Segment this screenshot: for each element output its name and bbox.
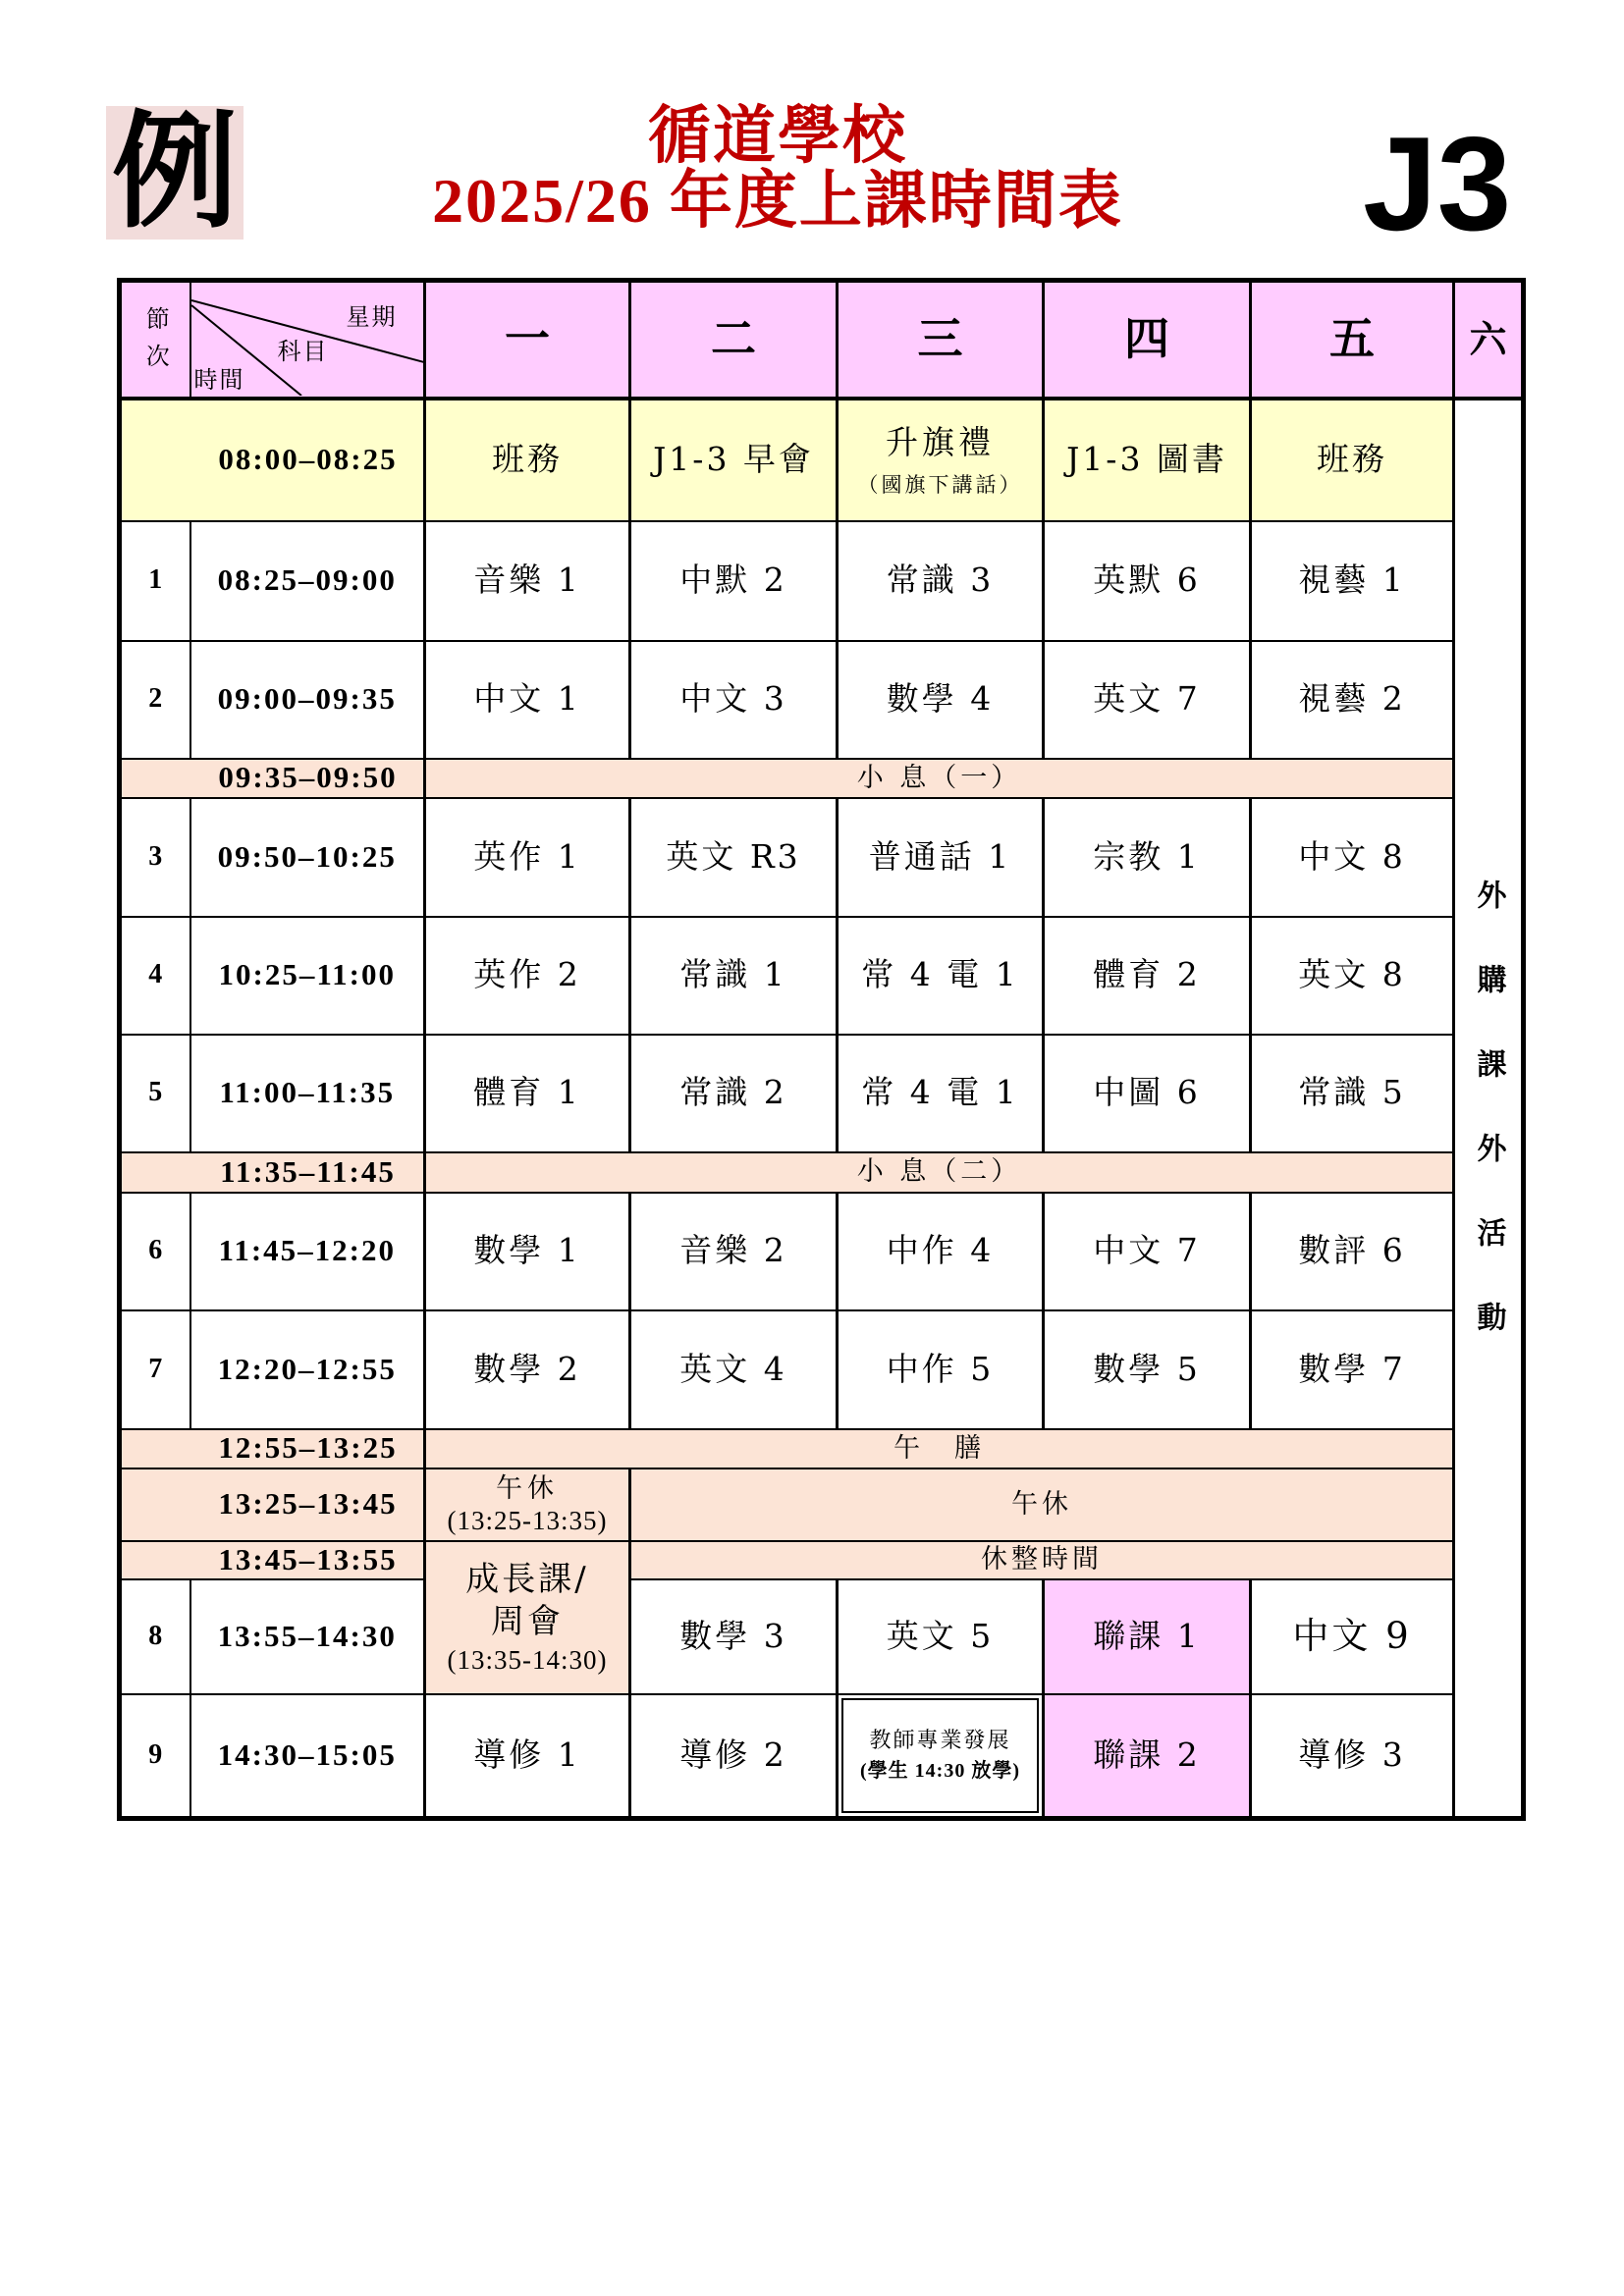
period-time: 09:00–09:35 xyxy=(190,641,425,759)
subject-axis-label: 科目 xyxy=(277,337,329,365)
period-time: 14:30–15:05 xyxy=(190,1694,425,1819)
cell-thu: 中文 7 xyxy=(1044,1193,1251,1310)
day-header-tue: 二 xyxy=(630,281,838,399)
cell-fri: 數評 6 xyxy=(1251,1193,1454,1310)
period-number: 1 xyxy=(120,521,190,641)
period-time: 11:00–11:35 xyxy=(190,1035,425,1152)
day-header-wed: 三 xyxy=(838,281,1044,399)
cell-fri: 視藝 1 xyxy=(1251,521,1454,641)
cell-thu: 聯課 2 xyxy=(1044,1694,1251,1819)
header-row xyxy=(120,281,1524,399)
cell-mon: 中文 1 xyxy=(425,641,630,759)
assembly-thu: J1-3 圖書 xyxy=(1044,399,1251,521)
teacher-development-note: (學生 14:30 放學) xyxy=(860,1760,1020,1783)
cell-tue: 中默 2 xyxy=(630,521,838,641)
period-time: 08:25–09:00 xyxy=(190,521,425,641)
diagonal-header xyxy=(190,281,425,399)
period-number: 2 xyxy=(120,641,190,759)
flag-raising-label: 升旗禮 xyxy=(886,422,995,461)
cell-mon: 數學 1 xyxy=(425,1193,630,1310)
day-header-mon: 一 xyxy=(425,281,630,399)
cell-fri: 常識 5 xyxy=(1251,1035,1454,1152)
period-time: 13:55–14:30 xyxy=(190,1579,425,1694)
page-title xyxy=(385,101,1170,236)
cell-fri: 視藝 2 xyxy=(1251,641,1454,759)
rest-time: 13:45–13:55 xyxy=(120,1541,425,1579)
period-time: 09:50–10:25 xyxy=(190,798,425,917)
assembly-time: 08:00–08:25 xyxy=(120,399,425,521)
period-number: 8 xyxy=(120,1579,190,1694)
period-header xyxy=(120,281,190,399)
lunch-row xyxy=(120,1429,1524,1468)
nap-mon-label: 午休 xyxy=(496,1472,559,1504)
table-row xyxy=(120,1694,1524,1819)
cell-tue: 中文 3 xyxy=(630,641,838,759)
nap-mon xyxy=(425,1468,630,1541)
cell-fri: 數學 7 xyxy=(1251,1310,1454,1429)
lunch-label: 午 膳 xyxy=(425,1429,1454,1468)
cell-thu: 中圖 6 xyxy=(1044,1035,1251,1152)
class-code: J3 xyxy=(1363,109,1512,258)
assembly-label: 周會 xyxy=(491,1601,564,1641)
nap-mon-time: (13:25-13:35) xyxy=(447,1505,608,1535)
cell-wed: 常 4 電 1 xyxy=(838,1035,1044,1152)
recess-2-time: 11:35–11:45 xyxy=(120,1152,425,1193)
period-number: 4 xyxy=(120,917,190,1035)
cell-thu: 宗教 1 xyxy=(1044,798,1251,917)
table-row xyxy=(120,641,1524,759)
cell-fri: 導修 3 xyxy=(1251,1694,1454,1819)
cell-wed: 數學 4 xyxy=(838,641,1044,759)
table-row xyxy=(120,1035,1524,1152)
period-number: 7 xyxy=(120,1310,190,1429)
day-header-sat: 六 xyxy=(1454,281,1524,399)
growth-course-time: (13:35-14:30) xyxy=(447,1644,608,1675)
cell-fri: 中文 8 xyxy=(1251,798,1454,917)
cell-mon: 體育 1 xyxy=(425,1035,630,1152)
lunch-time: 12:55–13:25 xyxy=(120,1429,425,1468)
timetable xyxy=(117,278,1526,1821)
cell-wed: 常 4 電 1 xyxy=(838,917,1044,1035)
rest-row xyxy=(120,1541,1524,1579)
cell-thu: 英默 6 xyxy=(1044,521,1251,641)
cell-wed: 英文 5 xyxy=(838,1579,1044,1694)
teacher-development-label: 教師專業發展 xyxy=(869,1729,1011,1754)
cell-mon: 數學 2 xyxy=(425,1310,630,1429)
period-time: 11:45–12:20 xyxy=(190,1193,425,1310)
cell-wed: 常識 3 xyxy=(838,521,1044,641)
growth-course-label: 成長課/ xyxy=(465,1559,589,1599)
assembly-fri: 班務 xyxy=(1251,399,1454,521)
recess-1-time: 09:35–09:50 xyxy=(120,759,425,798)
day-header-thu: 四 xyxy=(1044,281,1251,399)
cell-fri: 英文 8 xyxy=(1251,917,1454,1035)
cell-mon: 英作 2 xyxy=(425,917,630,1035)
recess-row xyxy=(120,759,1524,798)
cell-tue: 英文 R3 xyxy=(630,798,838,917)
nap-label: 午休 xyxy=(630,1468,1454,1541)
cell-wed: 中作 5 xyxy=(838,1310,1044,1429)
cell-thu: 數學 5 xyxy=(1044,1310,1251,1429)
time-axis-label: 時間 xyxy=(193,365,245,394)
assembly-row xyxy=(120,399,1524,521)
period-number: 5 xyxy=(120,1035,190,1152)
cell-tue: 常識 1 xyxy=(630,917,838,1035)
period-number: 9 xyxy=(120,1694,190,1819)
cell-tue: 音樂 2 xyxy=(630,1193,838,1310)
period-number: 3 xyxy=(120,798,190,917)
table-row xyxy=(120,1579,1524,1694)
cell-tue: 常識 2 xyxy=(630,1035,838,1152)
growth-course-cell xyxy=(425,1541,630,1694)
assembly-tue: J1-3 早會 xyxy=(630,399,838,521)
table-row xyxy=(120,521,1524,641)
period-time: 10:25–11:00 xyxy=(190,917,425,1035)
cell-fri: 中文 9 xyxy=(1251,1579,1454,1694)
cell-mon: 導修 1 xyxy=(425,1694,630,1819)
table-row xyxy=(120,798,1524,917)
saturday-activity-label: 外購課外活動 xyxy=(1471,880,1506,1387)
cell-wed: 中作 4 xyxy=(838,1193,1044,1310)
recess-row xyxy=(120,1152,1524,1193)
rest-label: 休整時間 xyxy=(630,1541,1454,1579)
assembly-wed xyxy=(838,399,1044,521)
example-mark: 例 xyxy=(106,106,244,240)
cell-tue: 導修 2 xyxy=(630,1694,838,1819)
table-row xyxy=(120,1310,1524,1429)
nap-row xyxy=(120,1468,1524,1541)
period-number: 6 xyxy=(120,1193,190,1310)
weekday-axis-label: 星期 xyxy=(346,302,398,331)
flag-raising-note: （國旗下講話） xyxy=(857,472,1023,497)
cell-thu: 英文 7 xyxy=(1044,641,1251,759)
assembly-mon: 班務 xyxy=(425,399,630,521)
cell-tue: 英文 4 xyxy=(630,1310,838,1429)
school-name: 循道學校 xyxy=(648,101,907,171)
day-header-fri: 五 xyxy=(1251,281,1454,399)
nap-time: 13:25–13:45 xyxy=(120,1468,425,1541)
cell-wed xyxy=(838,1694,1044,1819)
cell-thu: 體育 2 xyxy=(1044,917,1251,1035)
cell-mon: 英作 1 xyxy=(425,798,630,917)
timetable-title: 2025/26 年度上課時間表 xyxy=(432,166,1123,236)
cell-mon: 音樂 1 xyxy=(425,521,630,641)
cell-thu: 聯課 1 xyxy=(1044,1579,1251,1694)
saturday-activity xyxy=(1454,399,1524,1819)
period-time: 12:20–12:55 xyxy=(190,1310,425,1429)
table-row xyxy=(120,1193,1524,1310)
recess-2-label: 小 息（二） xyxy=(425,1152,1454,1193)
period-header-label: 節次 xyxy=(141,306,170,382)
recess-1-label: 小 息（一） xyxy=(425,759,1454,798)
cell-wed: 普通話 1 xyxy=(838,798,1044,917)
cell-tue: 數學 3 xyxy=(630,1579,838,1694)
table-row xyxy=(120,917,1524,1035)
